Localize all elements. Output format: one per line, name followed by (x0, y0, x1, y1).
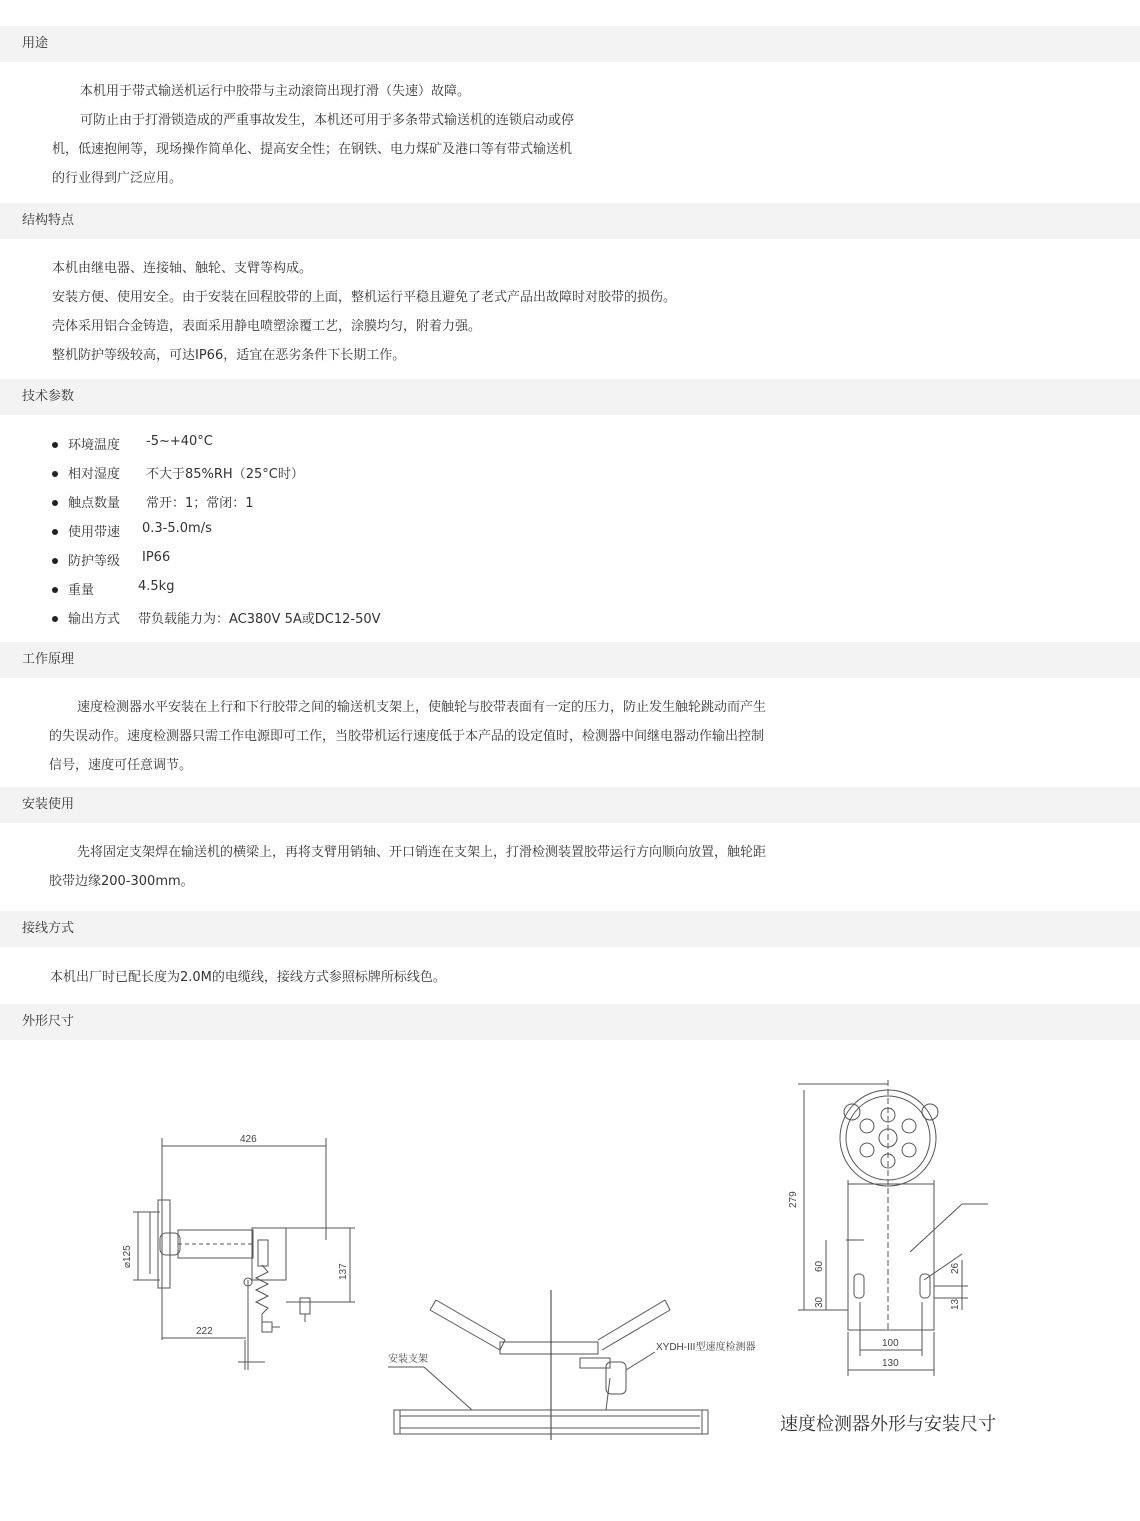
spec-value: -5~+40°C (146, 434, 213, 449)
structure-line-2: 安装方便、使用安全。由于安装在回程胶带的上面，整机运行平稳且避免了老式产品出故障时对胶带的损伤。 (52, 290, 677, 305)
spec-label: 触点数量 (68, 496, 121, 511)
principle-line-3: 信号，速度可任意调节。 (49, 758, 193, 773)
bullet-dot (52, 558, 58, 564)
dim-279: 279 (788, 1191, 799, 1208)
install-line-2: 胶带边缘200-300mm。 (49, 874, 194, 889)
dimension-drawing (0, 1040, 1140, 1500)
section-header-install: 安装使用 (0, 787, 1140, 823)
spec-label: 使用带速 (68, 525, 121, 540)
bullet-dot (52, 442, 58, 448)
spring (256, 1265, 268, 1314)
dim-426: 426 (240, 1134, 257, 1145)
spec-label: 重量 (68, 583, 95, 598)
bullet-dot (52, 529, 58, 535)
idler-roller (500, 1342, 598, 1354)
spec-item (52, 463, 304, 482)
spec-label: 防护等级 (68, 554, 121, 569)
dim-125: ⌀125 (122, 1245, 133, 1268)
spec-value: 带负载能力为：AC380V 5A或DC12-50V (138, 612, 381, 627)
spec-value: IP66 (142, 550, 171, 565)
spec-item (52, 521, 212, 540)
dim-137: 137 (338, 1263, 349, 1280)
bullet-dot (52, 587, 58, 593)
spec-label: 环境温度 (68, 438, 121, 453)
install-line-1: 先将固定支架焊在输送机的横梁上，再将支臂用销轴、开口销连在支架上，打滑检测装置胶带运行方向顺向放置，触轮距 (77, 845, 767, 860)
principle-line-1: 速度检测器水平安装在上行和下行胶带之间的输送机支架上，使触轮与胶带表面有一定的压力，防止发生触轮跳动而产生 (77, 700, 767, 715)
dim-130: 130 (882, 1358, 899, 1369)
spec-value: 0.3-5.0m/s (142, 521, 212, 536)
spec-value: 4.5kg (138, 579, 175, 594)
spec-item (52, 434, 213, 453)
bullet-dot (52, 471, 58, 477)
usage-line-1: 本机用于带式输送机运行中胶带与主动滚筒出现打滑（失速）故障。 (80, 84, 471, 99)
section-header-dimensions: 外形尺寸 (0, 1004, 1140, 1040)
usage-line-3: 机，低速抱闸等，现场操作简单化、提高安全性；在钢铁、电力煤矿及港口等有带式输送机 (52, 142, 573, 157)
spec-label: 相对湿度 (68, 467, 121, 482)
spec-item (52, 579, 175, 598)
spec-item (52, 608, 381, 627)
usage-line-2: 可防止由于打滑锁造成的严重事故发生，本机还可用于多条带式输送机的连锁启动或停 (80, 113, 575, 128)
label-mount-bracket: 安装支架 (388, 1354, 428, 1365)
structure-line-1: 本机由继电器、连接轴、触轮、支臂等构成。 (52, 261, 313, 276)
section-header-specs: 技术参数 (0, 379, 1140, 415)
dim-26: 26 (950, 1262, 961, 1274)
section-header-usage: 用途 (0, 26, 1140, 62)
principle-line-2: 的失误动作。速度检测器只需工作电源即可工作，当胶带机运行速度低于本产品的设定值时，检测器中间继电器动作输出控制 (49, 729, 765, 744)
label-detector-model: XYDH-III型速度检测器 (656, 1342, 756, 1353)
dim-13: 13 (950, 1298, 961, 1310)
bullet-dot (52, 616, 58, 622)
spec-value: 不大于85%RH（25°C时） (146, 467, 304, 482)
dim-100: 100 (882, 1338, 899, 1349)
dim-222: 222 (196, 1326, 213, 1337)
usage-line-4: 的行业得到广泛应用。 (52, 171, 183, 186)
spec-item (52, 492, 254, 511)
dim-30: 30 (814, 1296, 825, 1308)
spec-item (52, 550, 171, 569)
structure-line-4: 整机防护等级较高，可达IP66，适宜在恶劣条件下长期工作。 (52, 348, 406, 363)
spec-value: 常开：1；常闭：1 (146, 496, 254, 511)
spec-label: 输出方式 (68, 612, 121, 627)
wiring-line-1: 本机出厂时已配长度为2.0M的电缆线，接线方式参照标牌所标线色。 (50, 970, 446, 985)
detector-body (252, 1228, 286, 1280)
dim-60: 60 (814, 1260, 825, 1272)
section-header-principle: 工作原理 (0, 642, 1140, 678)
housing-body (848, 1180, 934, 1330)
section-header-structure: 结构特点 (0, 203, 1140, 239)
drawing-caption: 速度检测器外形与安装尺寸 (780, 1414, 996, 1435)
bullet-dot (52, 500, 58, 506)
structure-line-3: 壳体采用铝合金铸造，表面采用静电喷塑涂覆工艺，涂膜均匀，附着力强。 (52, 319, 482, 334)
section-header-wiring: 接线方式 (0, 911, 1140, 947)
